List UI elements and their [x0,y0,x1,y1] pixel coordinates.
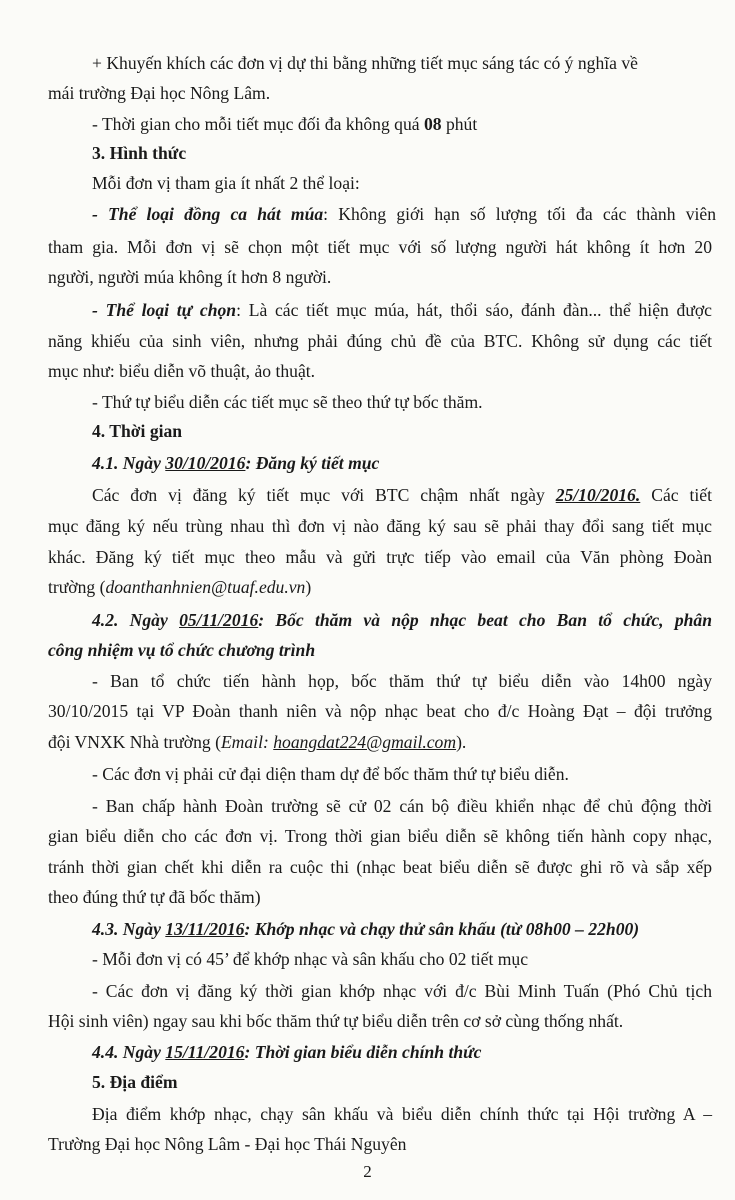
text-line: Địa điểm khớp nhạc, chạy sân khấu và biểu diễn chính thức tại Hội trường A – [92,1104,712,1124]
text-line: Mỗi đơn vị tham gia ít nhất 2 thể loại: [92,173,360,193]
text-line: mái trường Đại học Nông Lâm. [48,83,271,103]
text-line: đội VNXK Nhà trường (Email: hoangdat224@gmail.com). [48,732,467,752]
text-line: mục như: biểu diễn võ thuật, ảo thuật. [48,361,316,381]
text-line: - Các đơn vị đăng ký thời gian khớp nhạc với đ/c Bùi Minh Tuấn (Phó Chủ tịch [92,981,712,1001]
text-line: tham gia. Mỗi đơn vị sẽ chọn một tiết mục với số lượng người hát không ít hơn 20 [48,237,712,257]
subsection-heading: 4.4. Ngày 15/11/2016: Thời gian biểu diễn chính thức [92,1042,482,1062]
subsection-heading: 4.3. Ngày 13/11/2016: Khớp nhạc và chạy thử sân khấu (từ 08h00 – 22h00) [92,919,640,939]
text-line: - Thời gian cho mỗi tiết mục đối đa không quá 08 phút [92,114,478,134]
text-line: - Mỗi đơn vị có 45’ để khớp nhạc và sân khấu cho 02 tiết mục [92,949,529,969]
text-line: - Các đơn vị phải cử đại diện tham dự để bốc thăm thứ tự biểu diễn. [92,764,569,784]
text-line: mục đăng ký nếu trùng nhau thì đơn vị nào đăng ký sau sẽ phải thay đổi sang tiết mục [48,516,712,536]
subsection-heading: công nhiệm vụ tổ chức chương trình [48,640,316,660]
section-heading: 5. Địa điểm [92,1072,178,1092]
subsection-heading: 4.2. Ngày 05/11/2016: Bốc thăm và nộp nhạc beat cho Ban tổ chức, phân [92,610,712,630]
text-line: theo đúng thứ tự đã bốc thăm) [48,887,261,907]
text-line: - Ban chấp hành Đoàn trường sẽ cử 02 cán bộ điều khiển nhạc để chủ động thời [92,796,712,816]
text-line: gian biểu diễn cho các đơn vị. Trong thời gian biểu diễn sẽ không tiến hành copy nhạc, [48,826,712,846]
text-line: - Thể loại đồng ca hát múa: Không giới hạn số lượng tối đa các thành viên [92,204,716,224]
text-line: Trường Đại học Nông Lâm - Đại học Thái Nguyên [48,1134,407,1154]
section-heading: 4. Thời gian [92,421,183,441]
text-line: khác. Đăng ký tiết mục theo mẫu và gửi trực tiếp vào email của Văn phòng Đoàn [48,547,712,567]
text-line: Hội sinh viên) ngay sau khi bốc thăm thứ tự biểu diễn trên cơ sở cùng thống nhất. [48,1011,624,1031]
text-line: - Thể loại tự chọn: Là các tiết mục múa, hát, thổi sáo, đánh đàn... thể hiện được [92,300,712,320]
text-line: - Thứ tự biểu diễn các tiết mục sẽ theo thứ tự bốc thăm. [92,392,483,412]
text-line: - Ban tổ chức tiến hành họp, bốc thăm thứ tự biểu diễn vào 14h00 ngày [92,671,712,691]
page-number: 2 [363,1162,372,1181]
text-line: Các đơn vị đăng ký tiết mục với BTC chậm nhất ngày 25/10/2016. Các tiết [92,485,712,505]
text-line: tránh thời gian chết khi diễn ra cuộc thi (nhạc beat biểu diễn sẽ được ghi rõ và sắp xếp [48,857,712,877]
subsection-heading: 4.1. Ngày 30/10/2016: Đăng ký tiết mục [92,453,380,473]
text-line: người, người múa không ít hơn 8 người. [48,267,332,287]
text-line: năng khiếu của sinh viên, nhưng phải đúng chủ đề của BTC. Không sử dụng các tiết [48,331,712,351]
text-line: 30/10/2015 tại VP Đoàn thanh niên và nộp nhạc beat cho đ/c Hoàng Đạt – đội trưởng [48,701,712,721]
text-line: + Khuyến khích các đơn vị dự thi bằng những tiết mục sáng tác có ý nghĩa về [92,53,638,73]
text-line: trường (doanthanhnien@tuaf.edu.vn) [48,577,312,597]
section-heading: 3. Hình thức [92,143,187,163]
